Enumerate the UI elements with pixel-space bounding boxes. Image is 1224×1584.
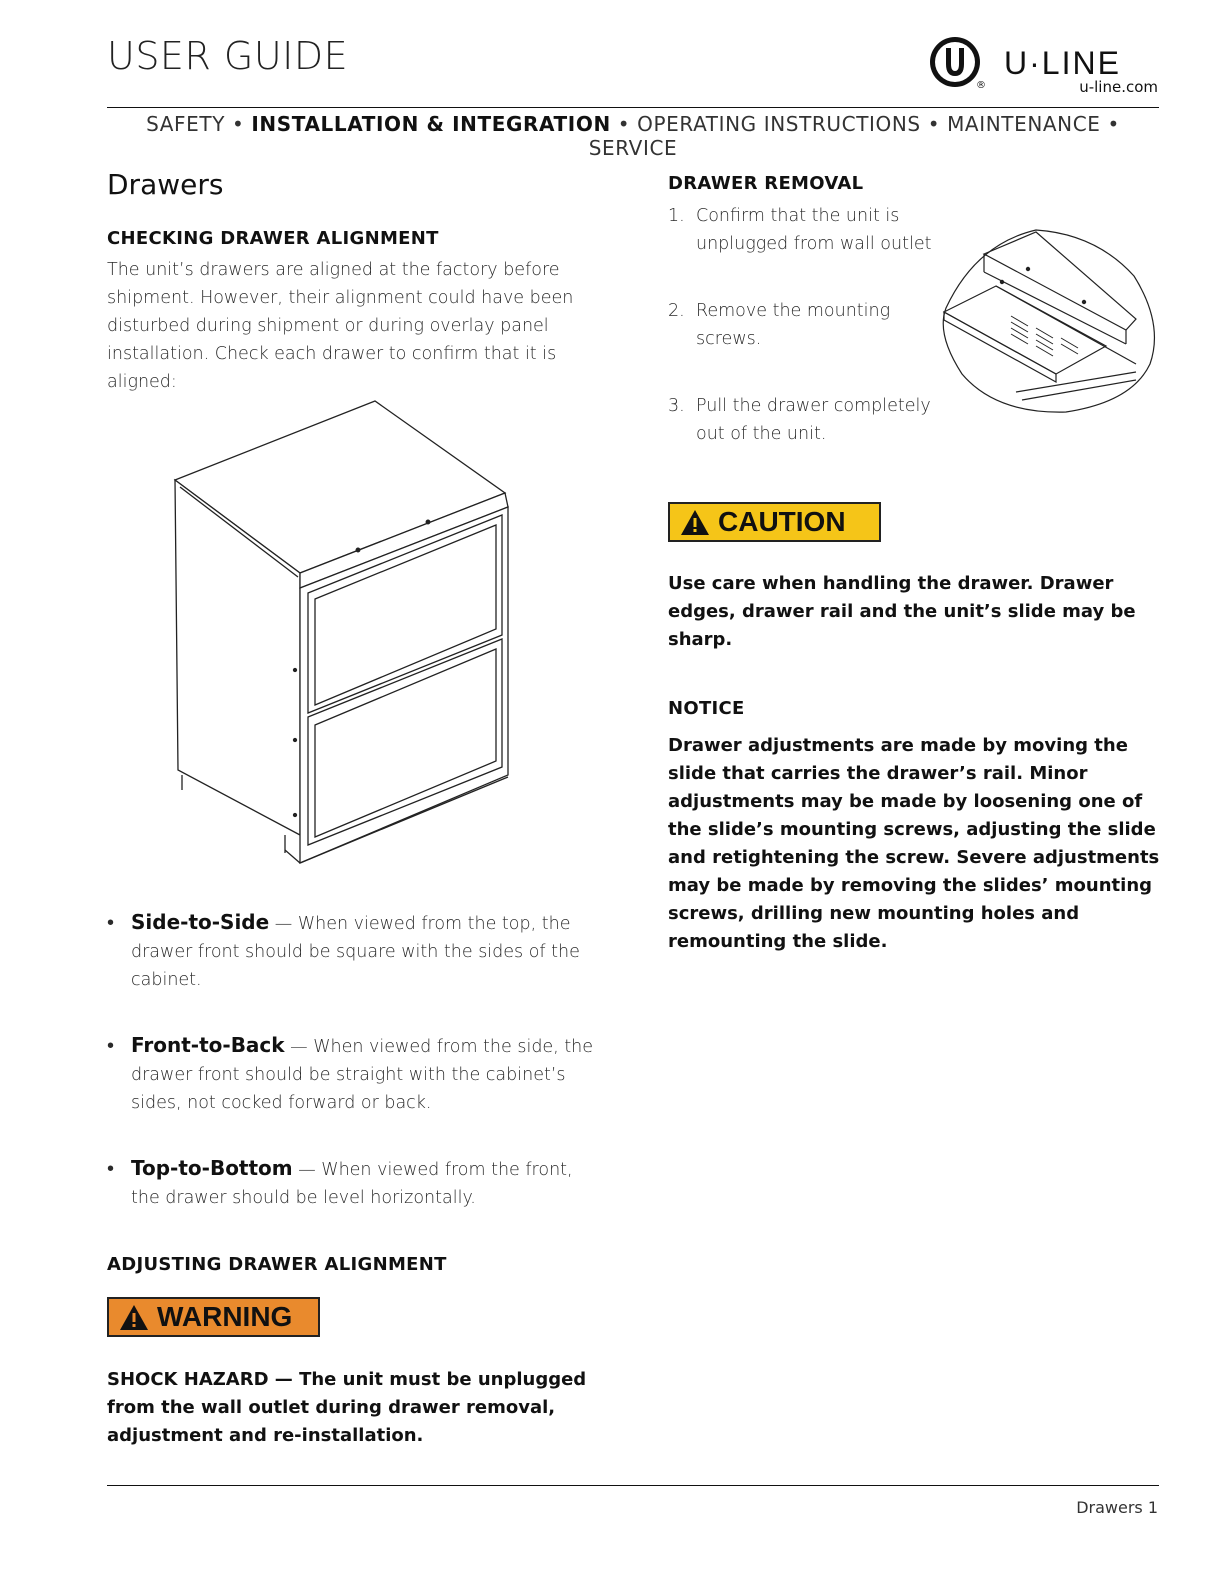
warning-text: SHOCK HAZARD — The unit must be unplugged from the wall outlet during drawer removal, adjustment and re-installation. bbox=[107, 1369, 587, 1446]
nav-separator: • bbox=[1107, 112, 1120, 136]
registered-mark: ® bbox=[976, 80, 986, 91]
bullet-text: — When viewed from the front, the drawer should be level horizontally. bbox=[131, 1160, 573, 1208]
footer-rule bbox=[107, 1485, 1159, 1486]
removal-step bbox=[668, 297, 938, 353]
removal-heading: DRAWER REMOVAL bbox=[668, 173, 864, 194]
caution-label: CAUTION bbox=[718, 506, 846, 537]
warning-badge bbox=[107, 1297, 320, 1337]
nav-safety[interactable]: SAFETY bbox=[146, 112, 226, 136]
removal-step bbox=[668, 392, 938, 448]
notice-text: Drawer adjustments are made by moving the slide that carries the drawer’s rail. Minor adjustments may be made by loosening one of the slide’s mounting screws, adjusting the slide and retightening the screw. Severe adjustments may be made by removing the slides’ mounting screws, drilling new mounting holes and remounting the slide. bbox=[668, 735, 1160, 952]
bullet-term: Front-to-Back bbox=[131, 1033, 285, 1057]
nav-separator: • bbox=[232, 112, 245, 136]
bullet-side-to-side bbox=[107, 908, 597, 994]
guide-title: USER GUIDE bbox=[107, 34, 349, 78]
bullet-top-to-bottom bbox=[107, 1154, 597, 1212]
nav-service[interactable]: SERVICE bbox=[588, 136, 678, 160]
bullet-dot: • bbox=[107, 910, 115, 934]
step-text: Remove the mounting screws. bbox=[696, 301, 891, 349]
nav-maintenance[interactable]: MAINTENANCE bbox=[947, 112, 1101, 136]
brand-wordmark: U·LINE bbox=[1004, 45, 1121, 81]
bullet-dot: • bbox=[107, 1156, 115, 1180]
nav-operating[interactable]: OPERATING INSTRUCTIONS bbox=[637, 112, 921, 136]
bullet-text: — When viewed from the side, the drawer front should be straight with the cabinet’s sides, not cocked forward or back. bbox=[131, 1037, 594, 1113]
page-footer: Drawers 1 bbox=[1076, 1498, 1158, 1517]
section-title: Drawers bbox=[107, 168, 224, 201]
caution-text: Use care when handling the drawer. Drawer edges, drawer rail and the unit’s slide may be sharp. bbox=[668, 573, 1136, 650]
step-text: Pull the drawer completely out of the unit. bbox=[696, 396, 931, 444]
section-nav bbox=[107, 112, 1159, 160]
step-number: 1. bbox=[668, 206, 685, 226]
step-number: 2. bbox=[668, 301, 685, 321]
step-text: Confirm that the unit is unplugged from wall outlet bbox=[696, 206, 932, 254]
checking-intro: The unit’s drawers are aligned at the factory before shipment. However, their alignment could have been disturbed during shipment or during overlay panel installation. Check each drawer to confirm that it is aligned: bbox=[107, 260, 574, 392]
nav-separator: • bbox=[617, 112, 631, 136]
bullet-dot: • bbox=[107, 1033, 115, 1057]
header-rule bbox=[107, 107, 1159, 108]
caution-badge bbox=[668, 502, 881, 542]
nav-installation[interactable]: INSTALLATION & INTEGRATION bbox=[251, 112, 611, 136]
checking-heading: CHECKING DRAWER ALIGNMENT bbox=[107, 228, 439, 249]
bullet-term: Top-to-Bottom bbox=[131, 1156, 293, 1180]
adjusting-heading: ADJUSTING DRAWER ALIGNMENT bbox=[107, 1254, 447, 1275]
notice-heading: NOTICE bbox=[668, 698, 745, 719]
bullet-term: Side-to-Side bbox=[131, 910, 270, 934]
drawer-removal-illustration bbox=[936, 224, 1162, 414]
bullet-text: — When viewed from the top, the drawer front should be square with the sides of the cabinet. bbox=[131, 914, 580, 990]
bullet-front-to-back bbox=[107, 1031, 597, 1117]
nav-separator: • bbox=[927, 112, 941, 136]
website-url[interactable]: u-line.com bbox=[1079, 78, 1158, 96]
step-number: 3. bbox=[668, 396, 685, 416]
caution-triangle-icon bbox=[680, 508, 710, 536]
removal-step bbox=[668, 202, 938, 258]
drawer-unit-illustration bbox=[160, 395, 520, 870]
warning-label: WARNING bbox=[157, 1301, 293, 1332]
warning-triangle-icon bbox=[119, 1303, 149, 1331]
